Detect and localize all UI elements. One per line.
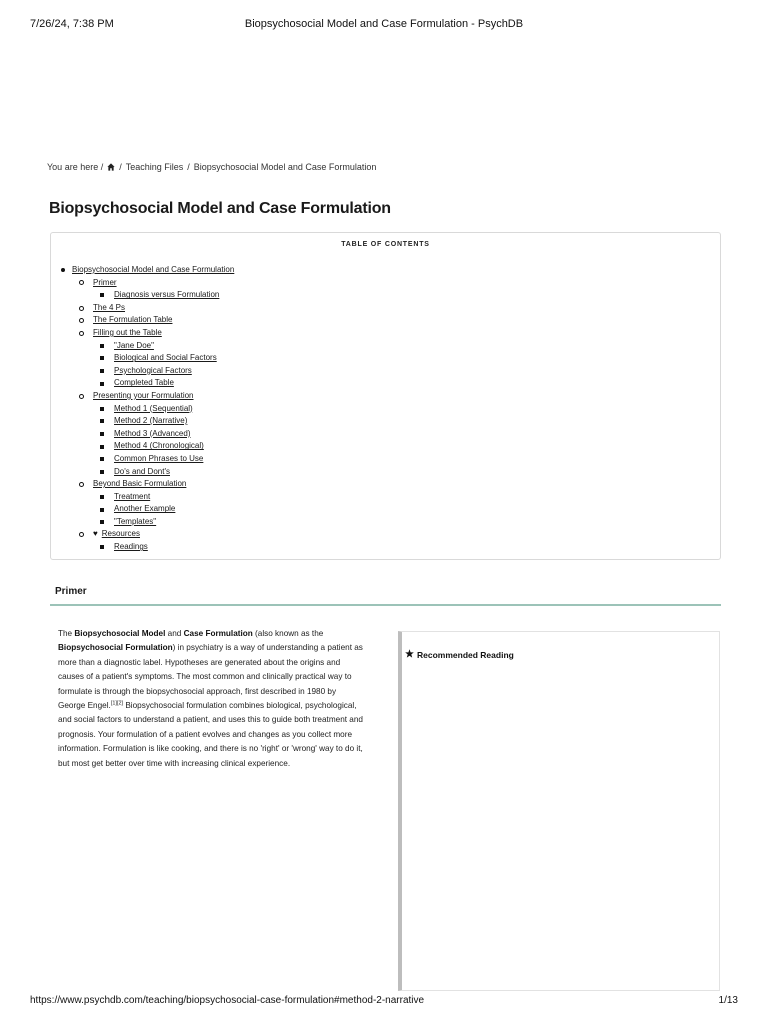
bullet-icon (79, 394, 84, 399)
toc-link[interactable]: The 4 Ps (93, 302, 126, 312)
toc-item (59, 403, 234, 416)
toc-item (59, 390, 234, 403)
bullet-icon (61, 268, 65, 272)
bullet-icon (79, 280, 84, 285)
toc-link[interactable]: Beyond Basic Formulation (93, 479, 187, 489)
toc-link[interactable]: Diagnosis versus Formulation (114, 290, 220, 300)
bullet-icon (100, 495, 104, 499)
heart-icon: ♥ (93, 529, 98, 539)
bold-term: Case Formulation (183, 629, 253, 638)
toc-item (59, 314, 234, 327)
toc-item (59, 503, 234, 516)
bullet-icon (100, 457, 104, 461)
toc-item (59, 289, 234, 302)
toc-item (59, 377, 234, 390)
primer-paragraph (58, 627, 363, 771)
toc-link[interactable]: Completed Table (114, 378, 174, 388)
bullet-icon (100, 382, 104, 386)
breadcrumb-teaching-files[interactable]: Teaching Files (125, 162, 184, 172)
toc-link[interactable]: Presenting your Formulation (93, 390, 194, 400)
toc-title: TABLE OF CONTENTS (341, 241, 430, 248)
bullet-icon (100, 293, 104, 297)
table-of-contents (50, 232, 721, 560)
breadcrumb-current: Biopsychosocial Model and Case Formulation (193, 162, 377, 172)
toc-item (59, 352, 234, 365)
toc-item (59, 453, 234, 466)
toc-link[interactable]: Treatment (114, 491, 151, 501)
toc-item (59, 466, 234, 479)
bullet-icon (100, 445, 104, 449)
toc-item (59, 516, 234, 529)
bullet-icon (100, 520, 104, 524)
toc-item (59, 528, 234, 541)
bullet-icon (100, 545, 104, 549)
print-date: 7/26/24, 7:38 PM (30, 18, 114, 30)
recommended-reading-box (398, 631, 720, 991)
bullet-icon (100, 369, 104, 373)
toc-link[interactable]: Method 4 (Chronological) (114, 441, 204, 451)
toc-link[interactable]: Do's and Dont's (114, 466, 170, 476)
toc-link[interactable]: Readings (114, 542, 148, 552)
home-icon[interactable] (107, 163, 115, 171)
toc-item (59, 440, 234, 453)
bullet-icon (79, 532, 84, 537)
toc-link[interactable]: Common Phrases to Use (114, 453, 204, 463)
breadcrumb-prefix: You are here / (47, 162, 104, 172)
toc-link[interactable]: Method 2 (Narrative) (114, 416, 188, 426)
bullet-icon (79, 306, 84, 311)
toc-item (59, 365, 234, 378)
toc-link[interactable]: Biological and Social Factors (114, 353, 217, 363)
reference-link[interactable]: [1] (110, 700, 117, 707)
bullet-icon (79, 482, 84, 487)
bullet-icon (100, 344, 104, 348)
breadcrumb-sep: / (187, 162, 190, 172)
toc-item (59, 340, 234, 353)
toc-link[interactable]: Primer (93, 277, 117, 287)
section-heading-primer: Primer (55, 586, 87, 597)
text: ) in psychiatry is a way of understanding a patient as more than a diagnostic label. Hypotheses are generated about the origins and causes of a patient's symptoms. The most common and clinically practical way to formulate is through the biopsychosocial approach, first described in 1980 by George Engel. (58, 643, 363, 711)
reference-link[interactable]: [2] (116, 700, 124, 707)
bullet-icon (79, 331, 84, 336)
toc-link[interactable]: Resources (101, 529, 140, 539)
toc-link[interactable]: Method 3 (Advanced) (114, 428, 191, 438)
bold-term: Biopsychosocial Model (74, 629, 166, 638)
toc-link[interactable]: Filling out the Table (93, 327, 162, 337)
toc-item (59, 491, 234, 504)
bullet-icon (100, 470, 104, 474)
bullet-icon (100, 356, 104, 360)
bullet-icon (79, 318, 84, 323)
section-divider (50, 604, 721, 606)
bullet-icon (100, 419, 104, 423)
toc-link[interactable]: Psychological Factors (114, 365, 192, 375)
breadcrumb-sep: / (119, 162, 122, 172)
text: and (165, 629, 184, 638)
bold-term: Biopsychosocial Formulation (58, 643, 173, 653)
print-page-number: 1/13 (718, 995, 738, 1006)
toc-item (59, 478, 234, 491)
breadcrumb (47, 162, 376, 172)
toc-item (59, 264, 234, 277)
toc-link[interactable]: Another Example (114, 504, 176, 514)
bullet-icon (100, 508, 104, 512)
toc-item (59, 415, 234, 428)
toc-link[interactable]: Method 1 (Sequential) (114, 403, 193, 413)
toc-list (59, 264, 234, 554)
text: (also known as the (252, 629, 324, 638)
toc-link[interactable]: Biopsychosocial Model and Case Formulation (72, 265, 235, 274)
toc-item (59, 302, 234, 315)
toc-link[interactable]: The Formulation Table (93, 315, 173, 325)
print-url: https://www.psychdb.com/teaching/biopsychosocial-case-formulation#method-2-narrative (30, 995, 425, 1006)
toc-item (59, 541, 234, 554)
text: Biopsychosocial formulation combines biological, psychological, and social factors to understand a patient, and uses this to guide both treatment and prognosis. Your formulation of a patient evolves and changes as you collect more information. Formulation is like cooking, and there is no 'right' or 'wrong' way to do it, but most get better over time with increasing clinical experience. (58, 701, 363, 768)
toc-item (59, 428, 234, 441)
star-icon (405, 649, 414, 660)
recommended-reading-heading (405, 649, 514, 660)
bullet-icon (100, 432, 104, 436)
toc-link[interactable]: "Templates" (114, 516, 157, 526)
bullet-icon (100, 407, 104, 411)
print-title: Biopsychosocial Model and Case Formulation - PsychDB (244, 18, 524, 30)
print-header (30, 18, 738, 32)
recommended-reading-label: Recommended Reading (417, 649, 514, 660)
toc-item (59, 277, 234, 290)
text: The (58, 629, 75, 638)
toc-link[interactable]: "Jane Doe" (114, 340, 154, 350)
page-title: Biopsychosocial Model and Case Formulation (49, 200, 391, 217)
toc-item (59, 327, 234, 340)
